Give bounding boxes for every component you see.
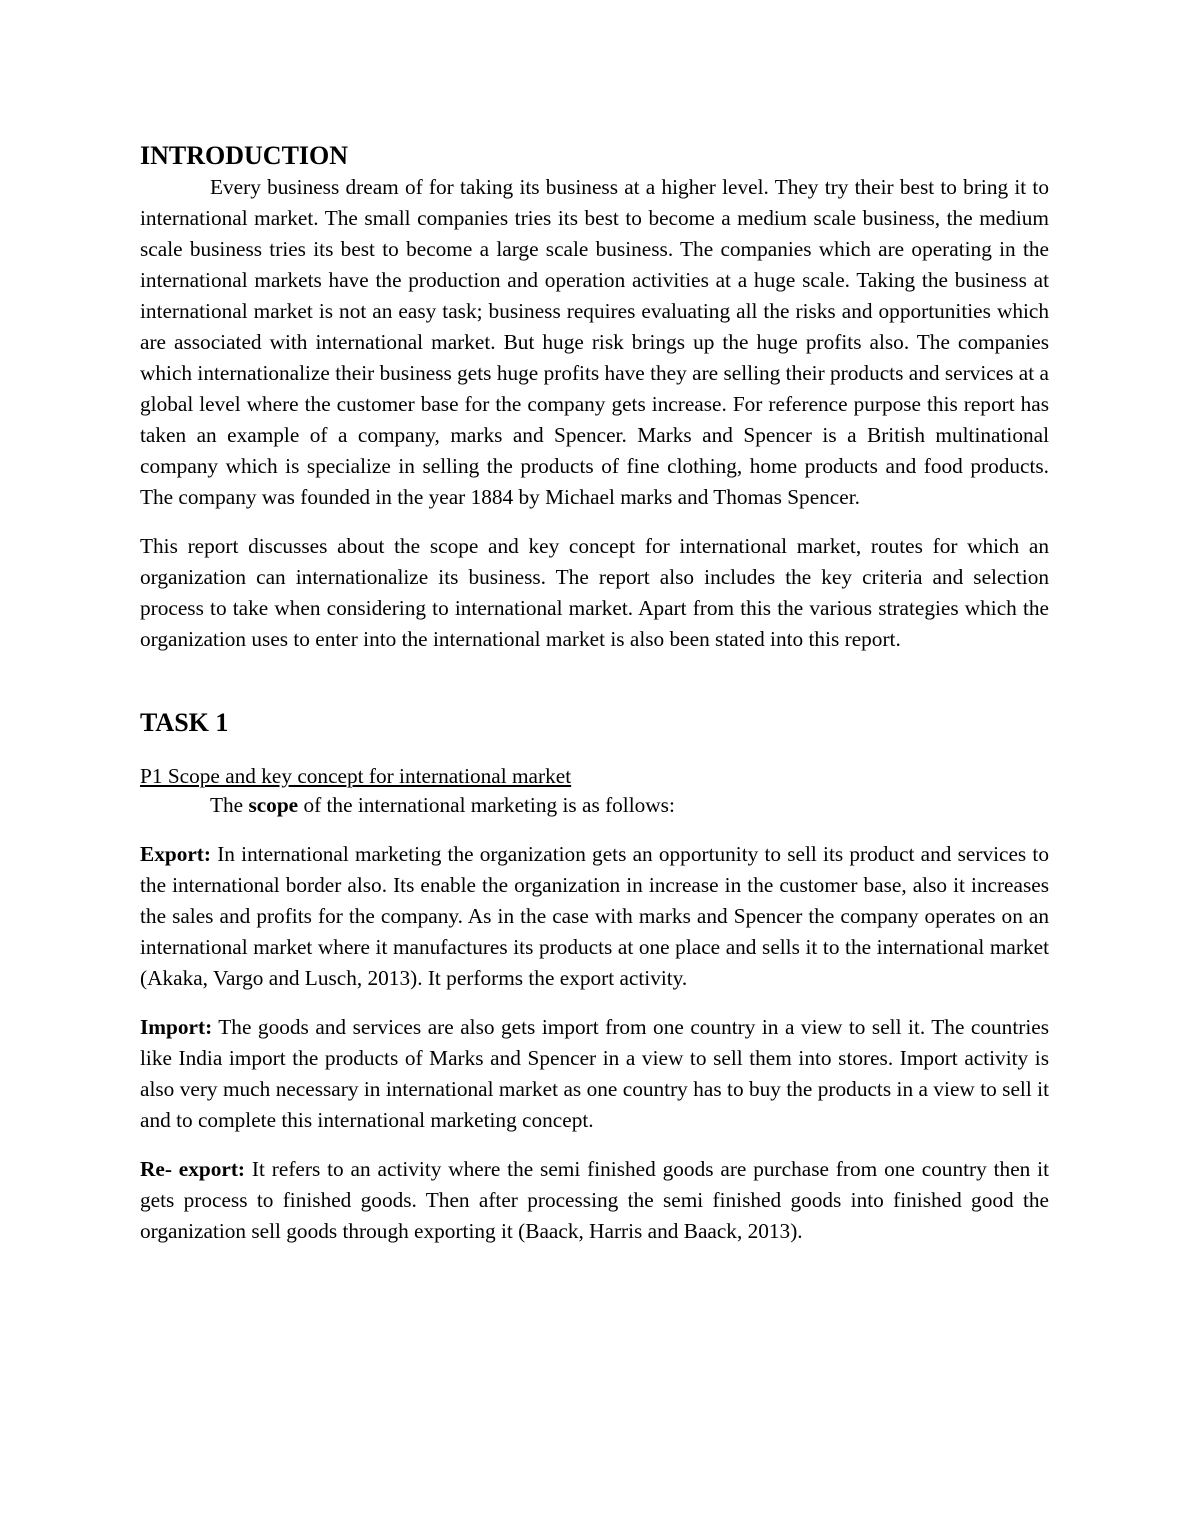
scope-intro: [140, 790, 1049, 821]
re-export-text: It refers to an activity where the semi finished goods are purchase from one country then it gets process to finished goods. Then after processing the semi finished goods into finished good the organization sell goods through exporting it (Baack, Harris and Baack, 2013).: [140, 1157, 1049, 1243]
introduction-paragraph-1: Every business dream of for taking its business at a higher level. They try their best to bring it to international market. The small companies tries its best to become a medium scale business, the medium scale business tries its best to become a large scale business. The companies which are operating in the international markets have the production and operation activities at a huge scale. Taking the business at international market is not an easy task; business requires evaluating all the risks and opportunities which are associated with international market. But huge risk brings up the huge profits also. The companies which internationalize their business gets huge profits have they are selling their products and services at a global level where the customer base for the company gets increase. For reference purpose this report has taken an example of a company, marks and Spencer. Marks and Spencer is a British multinational company which is specialize in selling the products of fine clothing, home products and food products. The company was founded in the year 1884 by Michael marks and Thomas Spencer.: [140, 175, 1049, 509]
document-page: [140, 140, 1049, 1247]
import-text: The goods and services are also gets import from one country in a view to sell it. The countries like India import the products of Marks and Spencer in a view to sell them into stores. Import activity is also very much necessary in international market as one country has to buy the products in a view to sell it and to complete this international marketing concept.: [140, 1015, 1049, 1132]
export-paragraph: [140, 839, 1049, 994]
introduction-heading: INTRODUCTION: [140, 141, 349, 170]
spacer: [140, 1136, 1049, 1154]
scope-intro-bold: scope: [248, 793, 299, 817]
export-text: In international marketing the organization gets an opportunity to sell its product and services to the international border also. Its enable the organization in increase in the customer base, also it increases the sales and profits for the company. As in the case with marks and Spencer the company operates on an international market where it manufactures its products at one place and sells it to the international market (Akaka, Vargo and Lusch, 2013). It performs the export activity.: [140, 842, 1049, 990]
import-paragraph: [140, 1012, 1049, 1136]
spacer: [140, 994, 1049, 1012]
introduction-paragraph-2: This report discusses about the scope and key concept for international market, routes for which an organization can internationalize its business. The report also includes the key criteria and selection process to take when considering to international market. Apart from this the various strategies which the organization uses to enter into the international market is also been stated into this report.: [140, 534, 1049, 651]
task1-heading: TASK 1: [140, 708, 229, 737]
scope-intro-after: of the international marketing is as follows:: [298, 793, 675, 817]
import-term: Import:: [140, 1015, 213, 1039]
scope-intro-before: The: [210, 793, 249, 817]
export-term: Export:: [140, 842, 211, 866]
re-export-term: Re- export:: [140, 1157, 246, 1181]
spacer: [140, 821, 1049, 839]
spacer: [140, 739, 1049, 763]
spacer: [140, 655, 1049, 707]
re-export-paragraph: [140, 1154, 1049, 1247]
spacer: [140, 513, 1049, 531]
task1-subheading: P1 Scope and key concept for international market: [140, 764, 572, 788]
